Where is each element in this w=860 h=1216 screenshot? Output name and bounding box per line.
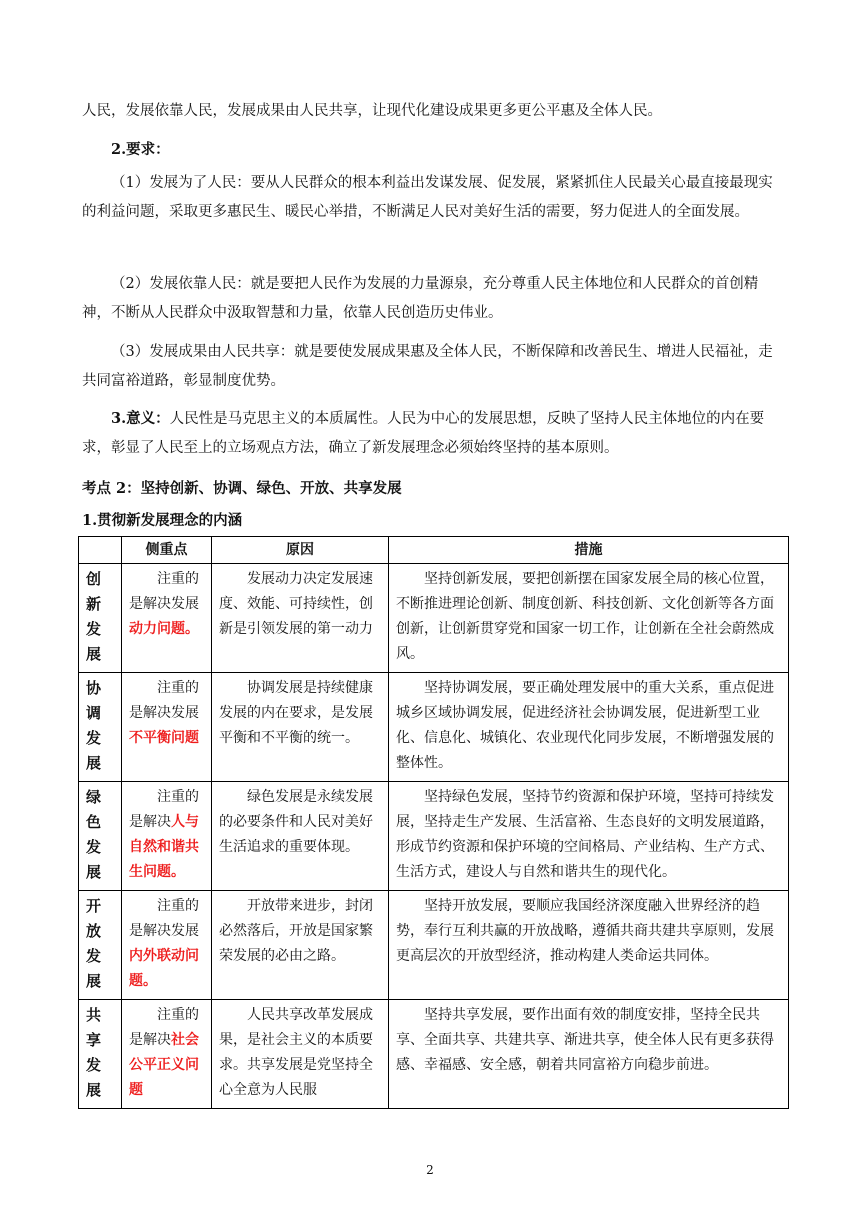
row-name: 绿色发展 — [79, 782, 122, 891]
table-row — [79, 564, 789, 673]
significance-paragraph — [82, 404, 787, 463]
table-header-row — [79, 537, 789, 564]
row-measure: 坚持绿色发展，坚持节约资源和保护环境，坚持可持续发展，坚持走生产发展、生活富裕、生态良好的文明发展道路，形成节约资源和保护环境的空间格局、产业结构、生产方式、生活方式，建设人与自然和谐共生的现代化。 — [389, 782, 789, 891]
header-cell-reason: 原因 — [212, 537, 389, 564]
focus-highlight: 人与自然和谐共生问题。 — [129, 814, 199, 880]
row-name: 开放发展 — [79, 891, 122, 1000]
row-focus — [122, 564, 212, 673]
row-name: 共享发展 — [79, 1000, 122, 1109]
row-focus — [122, 782, 212, 891]
focus-highlight: 内外联动问题。 — [129, 948, 199, 989]
development-concepts-table — [78, 536, 789, 1109]
significance-text: 人民性是马克思主义的本质属性。人民为中心的发展思想，反映了坚持人民主体地位的内在要求，彰显了人民至上的立场观点方法，确立了新发展理念必须始终坚持的基本原则。 — [82, 411, 765, 456]
focus-prefix: 注重的是解决发展 — [129, 898, 199, 939]
requirement-item-1: （1）发展为了人民：要从人民群众的根本利益出发谋发展、促发展，紧紧抓住人民最关心最直接最现实的利益问题，采取更多惠民生、暖民心举措，不断满足人民对美好生活的需要，努力促进人的全面发展。 — [82, 175, 773, 220]
row-reason: 人民共享改革发展成果，是社会主义的本质要求。共享发展是党坚持全心全意为人民服 — [212, 1000, 389, 1109]
focus-prefix: 注重的是解决发展 — [129, 680, 199, 721]
table-row — [79, 782, 789, 891]
section-title: 考点 2：坚持创新、协调、绿色、开放、共享发展 — [82, 480, 402, 497]
row-reason: 绿色发展是永续发展的必要条件和人民对美好生活追求的重要体现。 — [212, 782, 389, 891]
row-measure: 坚持创新发展，要把创新摆在国家发展全局的核心位置，不断推进理论创新、制度创新、科技创新、文化创新等各方面创新，让创新贯穿党和国家一切工作，让创新在全社会蔚然成风。 — [389, 564, 789, 673]
table-row — [79, 1000, 789, 1109]
significance-label: 3.意义： — [111, 410, 170, 427]
requirements-heading: 2.要求： — [111, 141, 170, 158]
table-row — [79, 891, 789, 1000]
requirement-item-2: （2）发展依靠人民：就是要把人民作为发展的力量源泉，充分尊重人民主体地位和人民群众的首创精神，不断从人民群众中汲取智慧和力量，依靠人民创造历史伟业。 — [82, 276, 759, 321]
row-focus — [122, 673, 212, 782]
row-reason: 发展动力决定发展速度、效能、可持续性，创新是引领发展的第一动力 — [212, 564, 389, 673]
header-cell-measure: 措施 — [389, 537, 789, 564]
focus-prefix: 注重的是解决 — [129, 789, 199, 830]
row-focus — [122, 891, 212, 1000]
focus-prefix: 注重的是解决 — [129, 1007, 199, 1048]
focus-highlight: 不平衡问题 — [129, 730, 199, 746]
focus-highlight: 社会公平正义问题 — [129, 1032, 199, 1098]
header-cell-empty — [79, 537, 122, 564]
row-name: 协调发展 — [79, 673, 122, 782]
row-name: 创新发展 — [79, 564, 122, 673]
row-focus — [122, 1000, 212, 1109]
subsection-title: 1.贯彻新发展理念的内涵 — [82, 512, 243, 529]
row-measure: 坚持开放发展，要顺应我国经济深度融入世界经济的趋势，奉行互利共赢的开放战略，遵循共商共建共享原则，发展更高层次的开放型经济，推动构建人类命运共同体。 — [389, 891, 789, 1000]
focus-prefix: 注重的是解决发展 — [129, 571, 199, 612]
table-row — [79, 673, 789, 782]
intro-line: 人民，发展依靠人民，发展成果由人民共享，让现代化建设成果更多更公平惠及全体人民。 — [82, 103, 662, 119]
row-reason: 协调发展是持续健康发展的内在要求，是发展平衡和不平衡的统一。 — [212, 673, 389, 782]
row-reason: 开放带来进步，封闭必然落后，开放是国家繁荣发展的必由之路。 — [212, 891, 389, 1000]
header-cell-focus: 侧重点 — [122, 537, 212, 564]
focus-highlight: 动力问题。 — [129, 621, 199, 637]
row-measure: 坚持共享发展，要作出面有效的制度安排，坚持全民共享、全面共享、共建共享、渐进共享，使全体人民有更多获得感、幸福感、安全感，朝着共同富裕方向稳步前进。 — [389, 1000, 789, 1109]
requirement-item-3: （3）发展成果由人民共享：就是要使发展成果惠及全体人民，不断保障和改善民生、增进人民福祉，走共同富裕道路，彰显制度优势。 — [82, 344, 773, 389]
row-measure: 坚持协调发展，要正确处理发展中的重大关系，重点促进城乡区域协调发展，促进经济社会协调发展，促进新型工业化、信息化、城镇化、农业现代化同步发展，不断增强发展的整体性。 — [389, 673, 789, 782]
page-number: 2 — [426, 1163, 434, 1177]
